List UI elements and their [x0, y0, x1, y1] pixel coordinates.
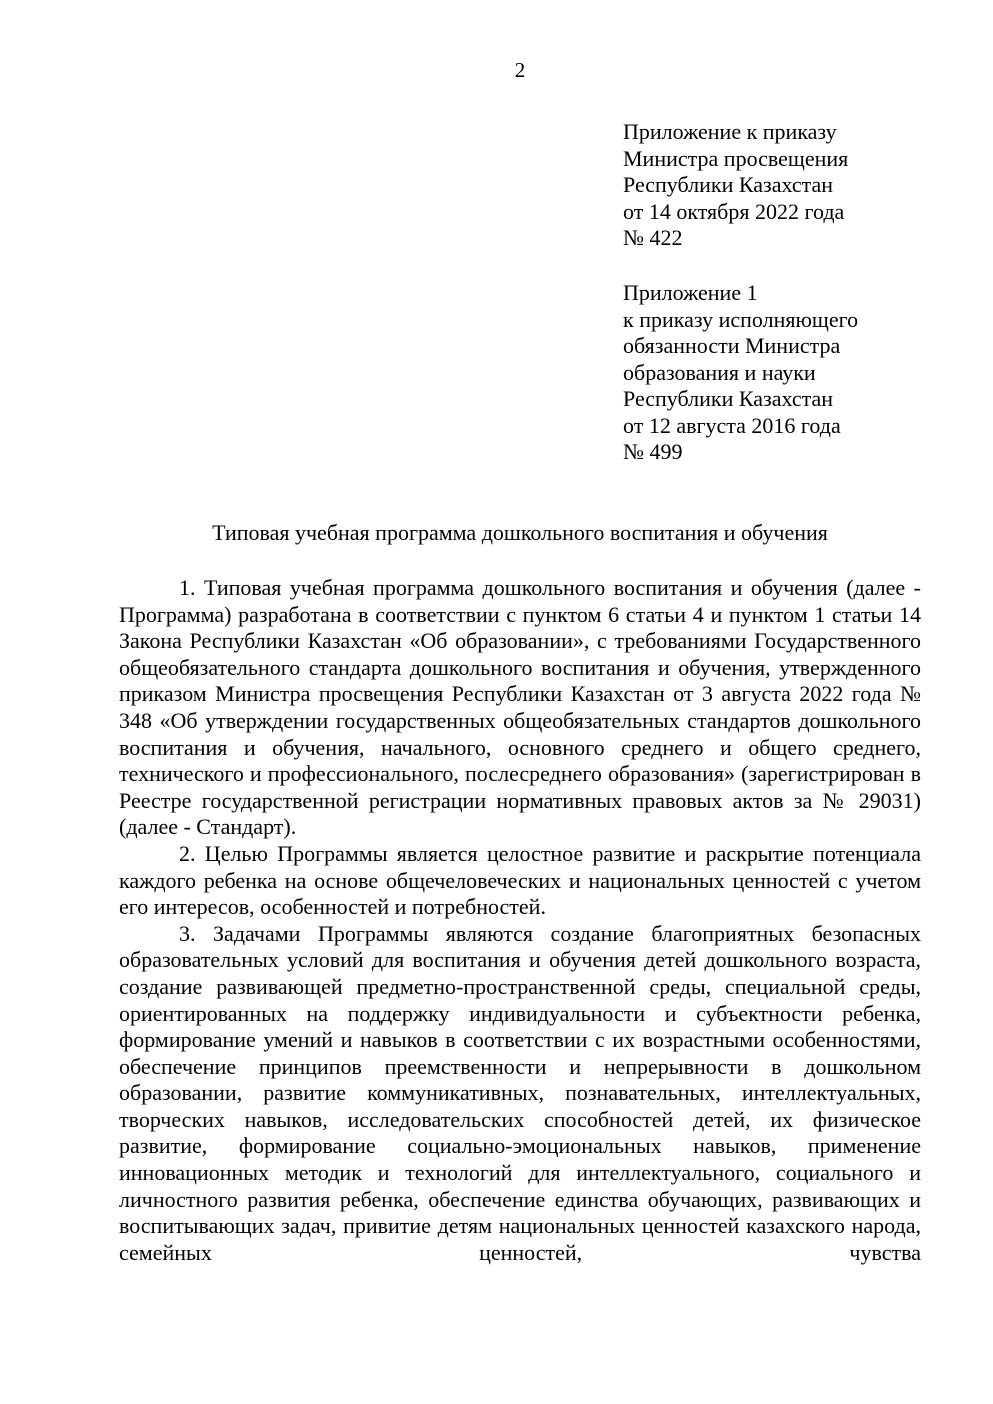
appendix-original-line: обязанности Министра — [623, 333, 841, 358]
appendix-original-line: Приложение 1 — [623, 280, 758, 305]
appendix-order-line: Приложение к приказу — [623, 119, 837, 144]
appendix-order-line: № 422 — [623, 225, 683, 250]
paragraph-2: 2. Целью Программы является целостное развитие и раскрытие потенциала каждого ребенка на основе общечеловеческих и национальных ценностей с учетом его интересов, особенностей и потребностей. — [119, 840, 921, 920]
appendix-order-block — [623, 119, 963, 252]
appendix-original-block — [623, 280, 963, 466]
appendix-original-line: от 12 августа 2016 года — [623, 412, 841, 438]
paragraph-1: 1. Типовая учебная программа дошкольного воспитания и обучения (далее - Программа) разработана в соответствии с пунктом 6 статьи 4 и пунктом 1 статьи 14 Закона Республики Казахстан «Об образовании», с требованиями Государственного общеобязательного стандарта дошкольного воспитания и обучения, утвержденного приказом Министра просвещения Республики Казахстан от 3 августа 2022 года № 348 «Об утверждении государственных общеобязательных стандартов дошкольного воспитания и обучения, начального, основного среднего и общего среднего, технического и профессионального, послесреднего образования» (зарегистрирован в Реестре государственной регистрации нормативных правовых актов за № 29031) (далее - Стандарт). — [119, 575, 921, 840]
appendix-order-line: Республики Казахстан — [623, 172, 834, 197]
appendix-original-line: к приказу исполняющего — [623, 306, 859, 332]
appendix-order-line: от 14 октября 2022 года — [623, 198, 845, 224]
appendix-original-line: Республики Казахстан — [623, 386, 834, 411]
document-body — [119, 575, 921, 1266]
appendix-original-line: № 499 — [623, 439, 683, 464]
document-title: Типовая учебная программа дошкольного воспитания и обучения — [212, 520, 828, 545]
appendix-order-line: Министра просвещения — [623, 145, 849, 171]
page-number: 2 — [514, 58, 526, 82]
appendix-original-line: образования и науки — [623, 359, 816, 385]
paragraph-3: 3. Задачами Программы являются создание благоприятных безопасных образовательных условий для воспитания и обучения детей дошкольного возраста, создание развивающей предметно-пространственной среды, специальной среды, ориентированных на поддержку индивидуальности и субъектности ребенка, формирование умений и навыков в соответствии с их возрастными особенностями, обеспечение принципов преемственности и непрерывности в дошкольном образовании, развитие коммуникативных, познавательных, интеллектуальных, творческих навыков, исследовательских способностей детей, их физическое развитие, формирование социально-эмоциональных навыков, применение инновационных методик и технологий для интеллектуального, социального и личностного развития ребенка, обеспечение единства обучающих, развивающих и воспитывающих задач, привитие детям национальных ценностей казахского народа, семейных ценностей, чувства — [119, 920, 921, 1265]
